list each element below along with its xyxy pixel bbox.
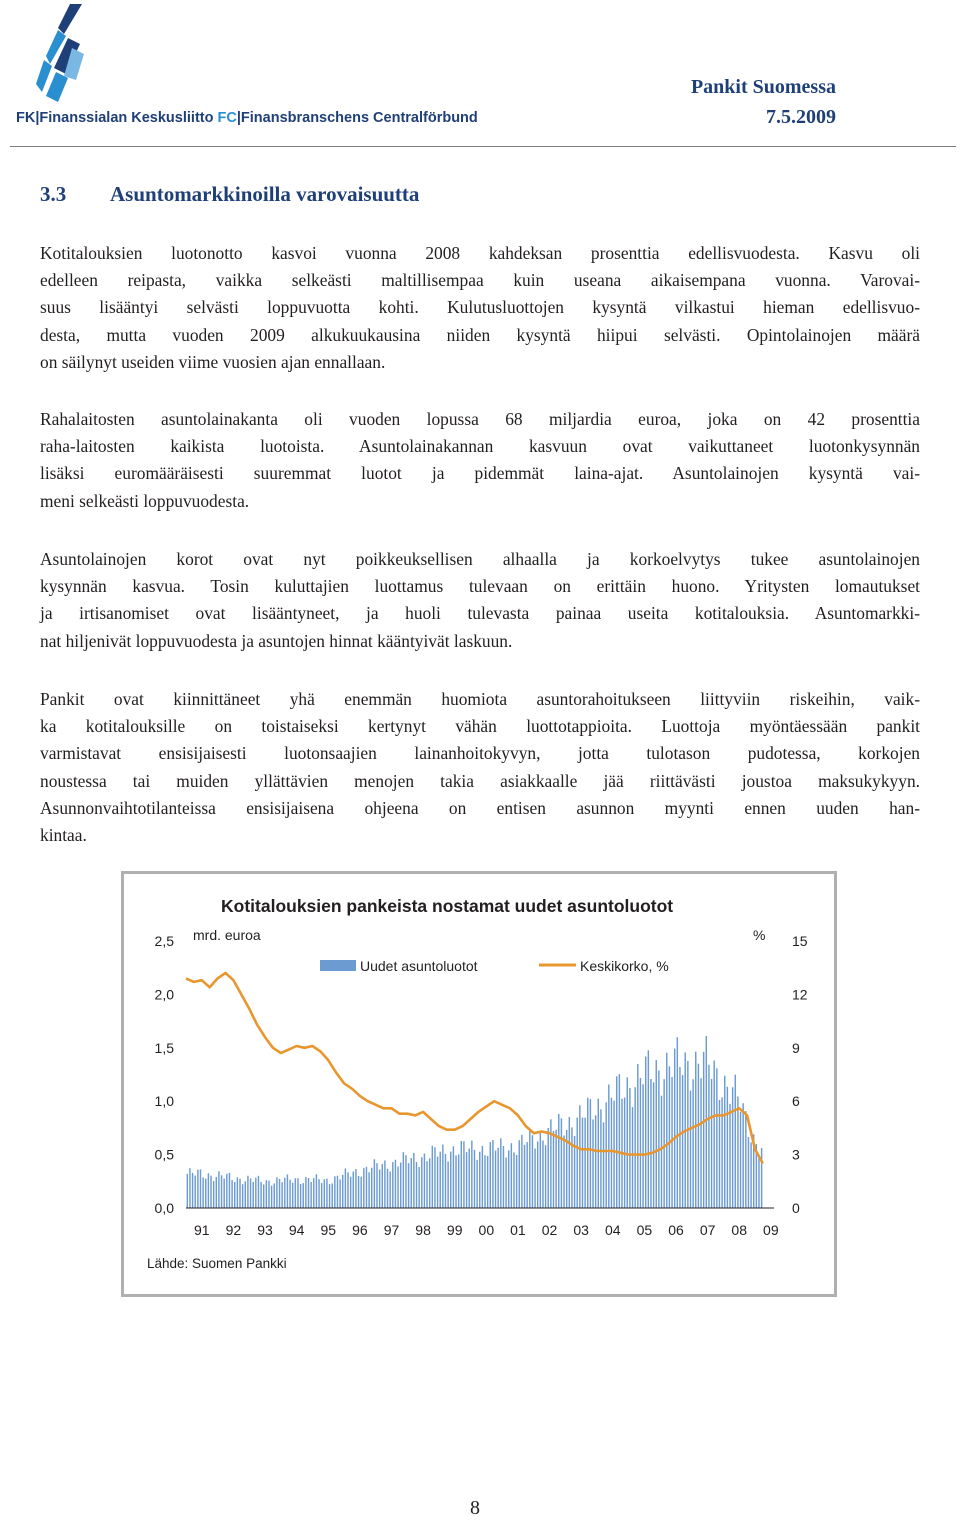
left-tick-label: 0,0 (154, 1200, 174, 1216)
chart-container (121, 871, 837, 1297)
right-tick-label: 9 (792, 1039, 800, 1056)
legend-label-bars: Uudet asuntoluotot (360, 958, 478, 974)
bar (366, 1167, 367, 1208)
bar (453, 1146, 454, 1208)
bar (426, 1161, 427, 1208)
bar (234, 1182, 235, 1208)
paragraph-3: Asuntolainojen korot ovat nyt poikkeuksellisen alhaalla ja korkoelvytys tukee asuntolainojen kysynnän kasvua. Tosin kuluttajien luottamus tulevaan on erittäin huono. Yritysten lomautukset ja irtisanomiset ovat lisääntyneet, ja huoli tulevasta painaa useita kotitalouksia. Asuntomarkki- nat hiljenivät loppuvuodesta ja asuntojen hinnat kääntyivät laskuun. (40, 549, 920, 651)
bar (208, 1173, 209, 1208)
bar (750, 1142, 751, 1208)
x-tick-label: 04 (604, 1222, 621, 1238)
bar (542, 1140, 543, 1208)
bar (629, 1088, 630, 1208)
bar (611, 1098, 612, 1208)
bar (511, 1143, 512, 1208)
bar (571, 1127, 572, 1208)
bar (371, 1168, 372, 1208)
bar (205, 1179, 206, 1208)
left-tick-label: 1,0 (154, 1093, 174, 1110)
report-title: Pankit Suomessa (690, 76, 836, 98)
bar (584, 1118, 585, 1208)
right-tick-label: 6 (792, 1093, 800, 1110)
bar (279, 1179, 280, 1208)
bar (411, 1158, 412, 1208)
bar (250, 1179, 251, 1208)
bar (716, 1068, 717, 1208)
bar (258, 1176, 259, 1208)
bar (221, 1175, 222, 1208)
bar (239, 1179, 240, 1208)
bar (634, 1087, 635, 1208)
bar (424, 1154, 425, 1208)
bar (266, 1180, 267, 1208)
paragraph-1: Kotitalouksien luotonotto kasvoi vuonna 2008 kahdeksan prosenttia edellisvuodesta. Kasvu oli edelleen reipasta, vaikka selkeästi maltillisempaa kuin useana aikaisempana vuonna. Varovai- suus lisääntyi selvästi loppuvuotta kohti. Kulutusluottojen kysyntä vilkastui hieman edellisvuo- desta, mutta vuoden 2009 alkukuukausina niiden kysyntä hiipui selvästi. Opintolainojen määrä on säilynyt useiden viime vuosien ajan ennallaan. (40, 243, 920, 372)
bar (413, 1153, 414, 1208)
bar (384, 1160, 385, 1208)
bar (605, 1102, 606, 1208)
bar (727, 1087, 728, 1208)
bar (316, 1174, 317, 1208)
bar (284, 1178, 285, 1208)
bar (677, 1037, 678, 1208)
bar (194, 1176, 195, 1208)
bar (466, 1152, 467, 1208)
bar (613, 1101, 614, 1208)
bar (342, 1175, 343, 1208)
left-tick-label: 2,5 (154, 933, 174, 949)
bar (389, 1172, 390, 1208)
bar (434, 1147, 435, 1208)
bar (748, 1137, 749, 1208)
bar (255, 1178, 256, 1208)
bar (732, 1087, 733, 1208)
x-tick-label: 07 (699, 1222, 716, 1238)
bar (345, 1168, 346, 1208)
x-tick-label: 94 (288, 1222, 305, 1238)
bar (405, 1155, 406, 1208)
bar (318, 1179, 319, 1208)
bar (500, 1138, 501, 1208)
chart-title: Kotitalouksien pankeista nostamat uudet asuntoluotot (221, 896, 674, 916)
x-tick-label: 98 (415, 1222, 431, 1238)
bar (326, 1179, 327, 1208)
bar (600, 1109, 601, 1208)
bar (740, 1112, 741, 1208)
chart-legend (320, 958, 669, 974)
bar (706, 1036, 707, 1208)
bar (245, 1181, 246, 1208)
bar (461, 1141, 462, 1208)
bar (200, 1169, 201, 1208)
chart-source: Lähde: Suomen Pankki (147, 1256, 287, 1271)
bar (376, 1163, 377, 1208)
bar (737, 1097, 738, 1208)
bar (213, 1181, 214, 1208)
bar (758, 1157, 759, 1208)
bar (656, 1060, 657, 1208)
page-number: 8 (470, 1497, 480, 1519)
bar (492, 1140, 493, 1208)
bar (532, 1135, 533, 1208)
bar (471, 1141, 472, 1208)
x-tick-label: 99 (446, 1222, 463, 1238)
bar (379, 1170, 380, 1208)
bar (590, 1099, 591, 1208)
bar (721, 1097, 722, 1208)
bar (445, 1154, 446, 1208)
bar (529, 1129, 530, 1208)
bar (603, 1122, 604, 1208)
bar (242, 1184, 243, 1208)
bar (713, 1060, 714, 1208)
bar (645, 1057, 646, 1208)
bar (192, 1173, 193, 1208)
x-tick-label: 96 (352, 1222, 368, 1238)
bar (650, 1079, 651, 1208)
bar (297, 1178, 298, 1208)
bar (408, 1163, 409, 1208)
bar (329, 1184, 330, 1208)
bar (761, 1148, 762, 1208)
bar (545, 1145, 546, 1208)
bar (505, 1157, 506, 1208)
bar (392, 1162, 393, 1208)
bar (350, 1177, 351, 1208)
bar (497, 1148, 498, 1208)
bar (281, 1182, 282, 1208)
housing-loans-chart (124, 874, 834, 1294)
x-tick-label: 00 (478, 1222, 495, 1238)
bar (674, 1049, 675, 1208)
bar (271, 1186, 272, 1208)
right-tick-label: 15 (792, 933, 808, 949)
bar (437, 1157, 438, 1208)
bar (576, 1118, 577, 1208)
bar (231, 1180, 232, 1208)
bar (658, 1070, 659, 1208)
paragraph-4: Pankit ovat kiinnittäneet yhä enemmän huomiota asuntorahoitukseen liittyviin riskeihin, vaik- ka kotitalouksille on toistaiseksi kertynyt vähän luottotappioita. Luottoja myöntäessään pankit varmistavat ensisijaisesti luotonsaajien lainanhoitokyvyn, jotta tulotason pudotessa, korkojen noustessa tai muiden yllättävien menojen takia asiakkaalle jää riittävästi joustoa maksukykyyn. Asunnonvaihtotilanteissa ensisijaisena ohjeena on entisen asunnon myynti ennen uuden han- kintaa. (40, 689, 920, 846)
bar (569, 1117, 570, 1208)
bar (745, 1111, 746, 1208)
bar (729, 1104, 730, 1208)
bar (695, 1052, 696, 1208)
bar (490, 1142, 491, 1208)
paragraph-2: Rahalaitosten asuntolainakanta oli vuoden lopussa 68 miljardia euroa, joka on 42 prosenttia raha-laitosten kaikista luotoista. Asuntolainakannan kasvuun ovat vaikuttaneet luotonkysynnän lisäksi euromääräisesti suuremmat luotot ja pidemmät laina-ajat. Asuntolainojen kysyntä vai- meni selkeästi loppuvuodesta. (40, 409, 920, 511)
bar (397, 1166, 398, 1208)
right-tick-label: 0 (792, 1200, 800, 1216)
bar (421, 1157, 422, 1208)
bar (189, 1168, 190, 1208)
section-heading: 3.3 Asuntomarkkinoilla varovaisuutta (40, 182, 420, 206)
bar (711, 1079, 712, 1208)
bar (403, 1152, 404, 1208)
bar (537, 1141, 538, 1208)
bar (561, 1118, 562, 1208)
bar (669, 1066, 670, 1208)
bar (252, 1182, 253, 1208)
bar (237, 1177, 238, 1208)
bar (642, 1084, 643, 1208)
bar (310, 1182, 311, 1208)
bar (690, 1091, 691, 1208)
bar (337, 1176, 338, 1208)
bar (463, 1141, 464, 1208)
bar (666, 1053, 667, 1208)
bar (698, 1064, 699, 1208)
bar (521, 1135, 522, 1208)
right-tick-label: 3 (792, 1146, 800, 1163)
bar (263, 1184, 264, 1208)
bar (305, 1177, 306, 1208)
bar (292, 1183, 293, 1208)
bar (324, 1179, 325, 1208)
x-tick-label: 06 (668, 1222, 684, 1238)
legend-label-line: Keskikorko, % (580, 958, 669, 974)
left-tick-label: 2,0 (154, 986, 174, 1003)
bar (447, 1162, 448, 1208)
bar (482, 1146, 483, 1208)
bar (513, 1152, 514, 1208)
bar (516, 1155, 517, 1208)
bar (703, 1052, 704, 1208)
bar (229, 1173, 230, 1208)
bar (429, 1158, 430, 1208)
bar (474, 1150, 475, 1208)
bar (187, 1174, 188, 1208)
bar (368, 1172, 369, 1208)
bar (637, 1064, 638, 1208)
bar (692, 1079, 693, 1208)
bar (321, 1183, 322, 1208)
bar (708, 1065, 709, 1208)
series-line-keskikorko (186, 973, 763, 1164)
bar (534, 1148, 535, 1208)
bar (313, 1178, 314, 1208)
bar (526, 1142, 527, 1208)
bar (268, 1181, 269, 1208)
bar (687, 1061, 688, 1208)
bar (432, 1146, 433, 1208)
organization-name: FK|Finanssialan Keskusliitto FC|Finansbranschens Centralförbund (16, 110, 478, 126)
bar (300, 1184, 301, 1208)
bar (287, 1174, 288, 1208)
x-tick-label: 93 (257, 1222, 273, 1238)
legend-swatch-bars (320, 960, 356, 971)
bar (450, 1152, 451, 1208)
chart-plot-area (155, 933, 808, 1238)
bar (503, 1146, 504, 1208)
bar (308, 1178, 309, 1208)
bar (484, 1155, 485, 1208)
bar (632, 1107, 633, 1208)
x-tick-label: 91 (194, 1222, 210, 1238)
bar (508, 1150, 509, 1208)
bar (608, 1084, 609, 1208)
x-tick-label: 09 (763, 1222, 779, 1238)
bar (553, 1131, 554, 1208)
bar (548, 1128, 549, 1208)
right-axis-unit: % (753, 927, 766, 943)
bar (558, 1114, 559, 1208)
bar (619, 1074, 620, 1208)
bar (274, 1183, 275, 1208)
bar (679, 1067, 680, 1208)
x-tick-label: 08 (731, 1222, 748, 1238)
bar (579, 1105, 580, 1208)
bar (247, 1176, 248, 1208)
bar (458, 1154, 459, 1208)
bar (387, 1169, 388, 1208)
left-tick-label: 0,5 (154, 1146, 174, 1163)
bar (724, 1076, 725, 1208)
bar (363, 1168, 364, 1208)
bar (592, 1119, 593, 1208)
right-tick-label: 12 (792, 986, 808, 1003)
bar (455, 1155, 456, 1208)
bar (197, 1170, 198, 1208)
bar (400, 1163, 401, 1208)
left-axis-unit: mrd. euroa (193, 927, 261, 943)
bar (627, 1077, 628, 1208)
bar (358, 1176, 359, 1208)
bar (495, 1151, 496, 1208)
bar (295, 1178, 296, 1208)
bar (226, 1174, 227, 1208)
bar (663, 1079, 664, 1208)
bar (519, 1140, 520, 1208)
left-tick-label: 1,5 (154, 1039, 174, 1056)
bar (303, 1183, 304, 1208)
bar (487, 1156, 488, 1208)
bar (289, 1180, 290, 1208)
bar (640, 1078, 641, 1208)
bar (223, 1179, 224, 1208)
bar (700, 1078, 701, 1208)
bar (476, 1160, 477, 1208)
bar (439, 1152, 440, 1208)
bar (540, 1131, 541, 1208)
bar (595, 1115, 596, 1208)
bar (587, 1098, 588, 1208)
x-tick-label: 95 (320, 1222, 337, 1238)
bar (276, 1177, 277, 1208)
bar (563, 1135, 564, 1208)
x-tick-label: 97 (383, 1222, 400, 1238)
x-tick-label: 92 (225, 1222, 242, 1238)
fk-logo-icon (36, 4, 98, 102)
bar (216, 1177, 217, 1208)
bar (648, 1050, 649, 1208)
bar (524, 1145, 525, 1208)
x-tick-label: 03 (573, 1222, 589, 1238)
bar (260, 1182, 261, 1208)
header-divider (10, 146, 956, 147)
bar (418, 1167, 419, 1208)
bar (339, 1179, 340, 1208)
bar (661, 1096, 662, 1208)
bar (374, 1159, 375, 1208)
bar (616, 1076, 617, 1208)
report-date: 7.5.2009 (766, 106, 836, 128)
bar (416, 1162, 417, 1208)
bar (353, 1172, 354, 1208)
bar (202, 1177, 203, 1208)
bar (468, 1149, 469, 1208)
bar (442, 1145, 443, 1208)
bar (347, 1172, 348, 1208)
x-tick-label: 02 (541, 1222, 558, 1238)
bar (479, 1152, 480, 1208)
bar (735, 1075, 736, 1208)
bar (653, 1082, 654, 1208)
bar (598, 1099, 599, 1208)
x-tick-label: 01 (510, 1222, 526, 1238)
bar (382, 1164, 383, 1208)
x-tick-label: 05 (636, 1222, 653, 1238)
bar (555, 1130, 556, 1208)
bar (742, 1103, 743, 1208)
bar (355, 1169, 356, 1208)
bar (395, 1160, 396, 1208)
bar (218, 1171, 219, 1208)
bar (210, 1176, 211, 1208)
bar (360, 1177, 361, 1208)
bar (582, 1118, 583, 1208)
bar (334, 1176, 335, 1208)
bar (331, 1183, 332, 1208)
bar (682, 1075, 683, 1208)
